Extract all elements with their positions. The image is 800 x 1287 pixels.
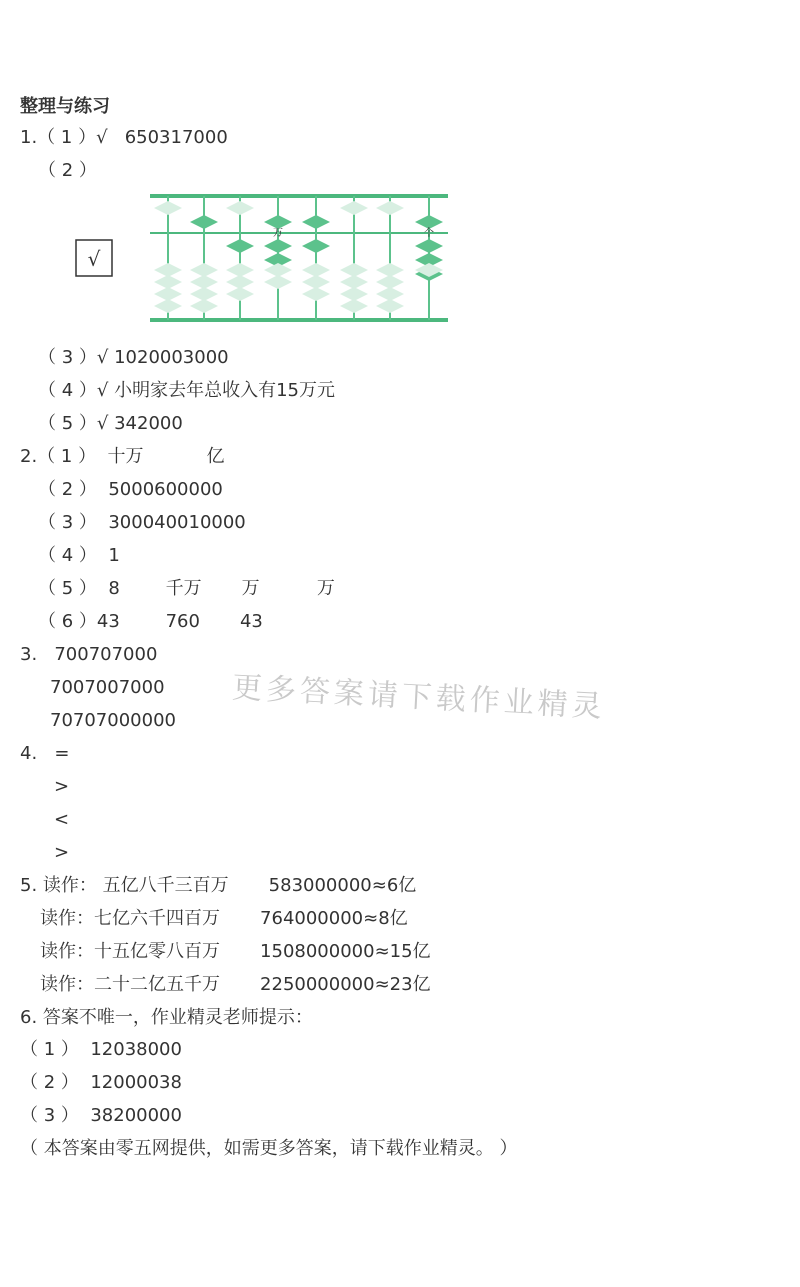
abacus-lower-bead	[190, 263, 218, 277]
abacus-lower-bead	[154, 299, 182, 313]
abacus-lower-bead	[226, 287, 254, 301]
abacus-lower-bead	[340, 299, 368, 313]
abacus-figure	[70, 186, 455, 331]
abacus-lower-bead	[302, 263, 330, 277]
q1-line-5: （ 5 ）√ 342000	[38, 413, 183, 434]
q3-line-1: 3. 700707000	[20, 644, 158, 665]
abacus-upper-bead-active	[264, 215, 292, 229]
q1-line-1: 1.（ 1 ）√ 650317000	[20, 127, 228, 148]
q2-line-6: （ 6 ）43 760 43	[38, 611, 263, 632]
rod-label-ge: 个	[424, 228, 434, 239]
abacus-lower-bead	[154, 263, 182, 277]
abacus-lower-bead	[226, 275, 254, 289]
abacus-lower-bead	[340, 263, 368, 277]
abacus-lower-bead	[190, 275, 218, 289]
q5-line-4: 读作：二十二亿五千万 2250000000≈23亿	[40, 974, 431, 995]
abacus-lower-bead	[376, 275, 404, 289]
abacus-upper-bead	[226, 201, 254, 215]
q4-line-2: >	[54, 776, 70, 797]
q6-line-2: （ 1 ） 12038000	[20, 1039, 182, 1060]
abacus-lower-bead-active	[226, 239, 254, 253]
abacus-lower-bead	[302, 287, 330, 301]
abacus-upper-bead	[154, 201, 182, 215]
abacus-lower-bead	[154, 275, 182, 289]
q6-line-4: （ 3 ） 38200000	[20, 1105, 182, 1126]
q2-line-4: （ 4 ） 1	[38, 545, 120, 566]
rod-label-wan: 万	[273, 228, 283, 239]
abacus-lower-bead	[190, 299, 218, 313]
check-mark: √	[87, 247, 101, 271]
abacus-lower-bead	[264, 275, 292, 289]
abacus-lower-bead-active	[415, 239, 443, 253]
abacus-lower-bead	[226, 263, 254, 277]
abacus-lower-bead	[302, 275, 330, 289]
abacus-lower-bead-active	[302, 239, 330, 253]
abacus-beads	[154, 201, 443, 313]
abacus-upper-bead	[340, 201, 368, 215]
q5-line-2: 读作：七亿六千四百万 764000000≈8亿	[40, 908, 408, 929]
q5-line-1: 5. 读作： 五亿八千三百万 583000000≈6亿	[20, 875, 417, 896]
q1-line-4: （ 4 ）√ 小明家去年总收入有15万元	[38, 380, 335, 401]
q3-line-3: 70707000000	[50, 710, 176, 731]
q6-line-3: （ 2 ） 12000038	[20, 1072, 182, 1093]
abacus-lower-bead-active	[264, 239, 292, 253]
abacus-upper-bead-active	[190, 215, 218, 229]
q1-line-3: （ 3 ）√ 1020003000	[38, 347, 229, 368]
q6-line-1: 6. 答案不唯一，作业精灵老师提示：	[20, 1007, 313, 1028]
q2-line-2: （ 2 ） 5000600000	[38, 479, 223, 500]
abacus-lower-bead	[376, 287, 404, 301]
q2-line-1: 2.（ 1 ） 十万 亿	[20, 446, 225, 467]
abacus-lower-bead	[340, 275, 368, 289]
q4-line-3: <	[54, 809, 70, 830]
abacus-lower-bead	[190, 287, 218, 301]
abacus-upper-bead-active	[302, 215, 330, 229]
abacus-upper-bead	[376, 201, 404, 215]
abacus-lower-bead	[376, 299, 404, 313]
watermark: 更多答案请下载作业精灵	[231, 670, 607, 725]
q2-line-5: （ 5 ） 8 千万 万 万	[38, 578, 335, 599]
q3-line-2: 7007007000	[50, 677, 165, 698]
abacus-lower-bead	[340, 287, 368, 301]
q1-line-2: （ 2 ）	[38, 160, 97, 181]
abacus-upper-bead-active	[415, 215, 443, 229]
abacus-lower-bead	[154, 287, 182, 301]
q4-line-4: >	[54, 842, 70, 863]
q2-line-3: （ 3 ） 300040010000	[38, 512, 246, 533]
section-title: 整理与练习	[20, 96, 110, 117]
footer-note: （ 本答案由零五网提供，如需更多答案，请下载作业精灵。 ）	[20, 1138, 518, 1159]
q5-line-3: 读作：十五亿零八百万 1508000000≈15亿	[40, 941, 431, 962]
abacus-lower-bead	[264, 263, 292, 277]
q4-line-1: 4. =	[20, 743, 70, 764]
abacus-lower-bead	[376, 263, 404, 277]
